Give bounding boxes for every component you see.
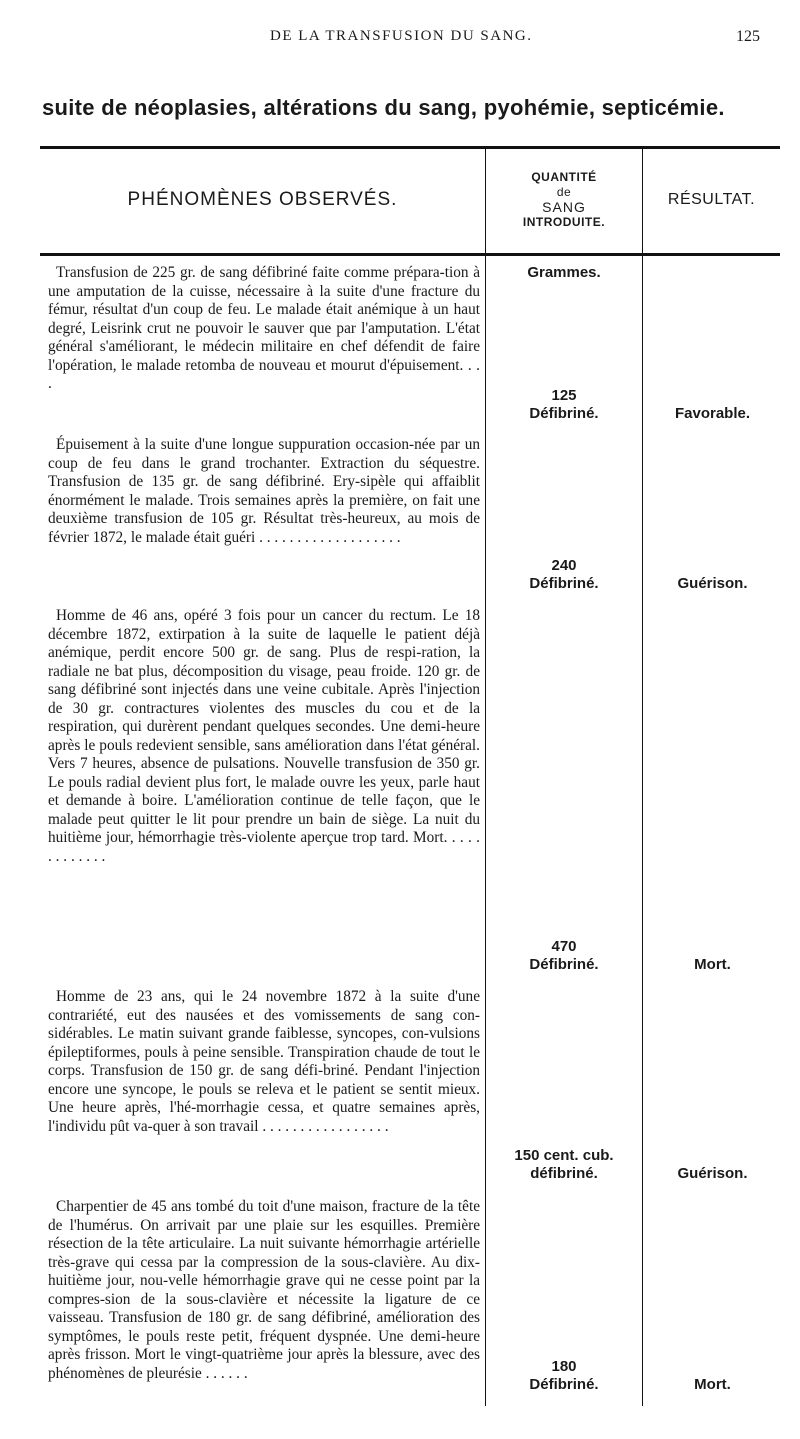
- header-quantity-line1: QUANTITÉ: [531, 169, 597, 184]
- case-row-3-text: Homme de 46 ans, opéré 3 fois pour un cancer du rectum. Le 18 décembre 1872, extirpation à la suite de laquelle le patient déjà anémique, perdit encore 500 gr. de sang. Plus de respi-ration, la radiale ne bat plus, décomposition du visage, peau froide. 120 gr. de sang défibriné sont injectés dans une veine cubitale. Après l'injection de 30 gr. contractures violentes des muscles du cou et de la respiration, qui durèrent pendant quelques secondes. Une demi-heure après le pouls redevient sensible, sans amélioration dans l'état général. Vers 7 heures, absence de pulsations. Nouvelle transfusion de 350 gr. Le pouls radial devient plus fort, le malade ouvre les yeux, parle haut et demande à boire. L'amélioration continue de telle façon, que le malade peut quitter le lit pour prendre un bain de siège. La nuit du huitième jour, hémorrhagie très-violente aperçue trop tard. Mort. . . . . . . . . . . . .: [48, 607, 480, 865]
- case-row-4-result: Guérison.: [677, 1165, 748, 1182]
- case-row-4-quantity: 150 cent. cub.: [514, 1147, 614, 1164]
- case-row-4-method: défibriné.: [530, 1165, 598, 1182]
- case-row-1-quantity: 125: [551, 387, 577, 404]
- table-header-rule: [40, 253, 780, 256]
- quantity-unit-label: Grammes.: [527, 264, 601, 281]
- case-row-2-text: Épuisement à la suite d'une longue suppuration occasion-née par un coup de feu dans le grand trochanter. Extraction du séquestre. Transfusion de 135 gr. de sang défibriné. Ery-sipèle qui affaiblit énormément le malade. Trois semaines après la première, on fait une deuxième transfusion de 105 gr. Résultat très-heureux, au mois de février 1872, le malade était guéri . . . . . . . . . . . . . . . . . . .: [48, 436, 480, 546]
- header-quantity: [486, 146, 642, 253]
- case-row-2-method: Défibriné.: [529, 575, 599, 592]
- case-row-4-text: Homme de 23 ans, qui le 24 novembre 1872 à la suite d'une contrariété, eut des nausées et des vomissements de sang con-sidérables. Le matin suivant grande faiblesse, syncopes, con-vulsions épileptiformes, pouls à peine sensible. Transpiration chaude de tout le corps. Transfusion de 150 gr. de sang défi-briné. Pendant l'injection encore une syncope, le pouls se releva et le patient se sentit mieux. Une heure après, l'hé-morrhagie cessa, et quatre semaines après, l'individu pût va-quer à son travail . . . . . . . . . . . . . . . . .: [48, 988, 480, 1135]
- case-row-5-text: Charpentier de 45 ans tombé du toit d'une maison, fracture de la tête de l'humérus. On arrivait par une plaie sur les esquilles. Première résection de la tête articulaire. La nuit suivante hémorrhagie artérielle très-grave qui cessa par la compression de la sous-clavière. Au dix-huitième jour, nou-velle hémorrhagie grave qui ne cesse point par la compres-sion de la sous-clavière et nécessite la ligature de ce vaisseau. Transfusion de 180 gr. de sang défibriné, amélioration des symptômes, le pouls reste petit, fréquent dyspnée. Une demi-heure après frisson. Mort le vingt-quatrième jour après la blessure, avec des phénomènes de pleurésie . . . . . .: [48, 1198, 480, 1382]
- case-row-1-text: Transfusion de 225 gr. de sang défibriné faite comme prépara-tion à une amputation de la cuisse, nécessaire à la suite d'une fracture du fémur, résultat d'un coup de feu. Le malade était anémique à un haut degré, Leisrink crut ne pouvoir le sauver que par l'amputation. L'état général s'améliorant, le médecin militaire en chef défendit de faire l'opération, le malade retomba de nouveau et mourut d'épuisement. . . .: [48, 264, 480, 392]
- page-number: 125: [736, 28, 760, 45]
- header-quantity-line3: SANG: [542, 198, 586, 215]
- column-divider-2: [642, 146, 643, 1406]
- running-head-title: DE LA TRANSFUSION DU SANG.: [270, 28, 533, 44]
- case-row-5-result: Mort.: [694, 1376, 731, 1393]
- case-row-3-result: Mort.: [694, 956, 731, 973]
- case-row-2-result: Guérison.: [677, 575, 748, 592]
- case-row-2-quantity: 240: [551, 557, 577, 574]
- header-quantity-line4: INTRODUITE.: [522, 214, 606, 229]
- case-row-1-method: Défibriné.: [529, 405, 599, 422]
- column-divider-1: [485, 146, 486, 1406]
- case-row-5-method: Défibriné.: [529, 1376, 599, 1393]
- case-row-5-quantity: 180: [551, 1358, 577, 1375]
- header-phenomena: PHÉNOMÈNES OBSERVÉS.: [127, 188, 398, 210]
- section-title: suite de néoplasies, altérations du sang, pyohémie, septicémie.: [42, 95, 725, 120]
- header-quantity-line2: de: [556, 184, 572, 199]
- case-row-1-result: Favorable.: [674, 405, 751, 422]
- case-row-3-method: Défibriné.: [529, 956, 599, 973]
- header-result: RÉSULTAT.: [667, 190, 756, 208]
- transfusion-table: [40, 146, 780, 1406]
- running-head: [270, 28, 760, 52]
- case-row-3-quantity: 470: [551, 938, 577, 955]
